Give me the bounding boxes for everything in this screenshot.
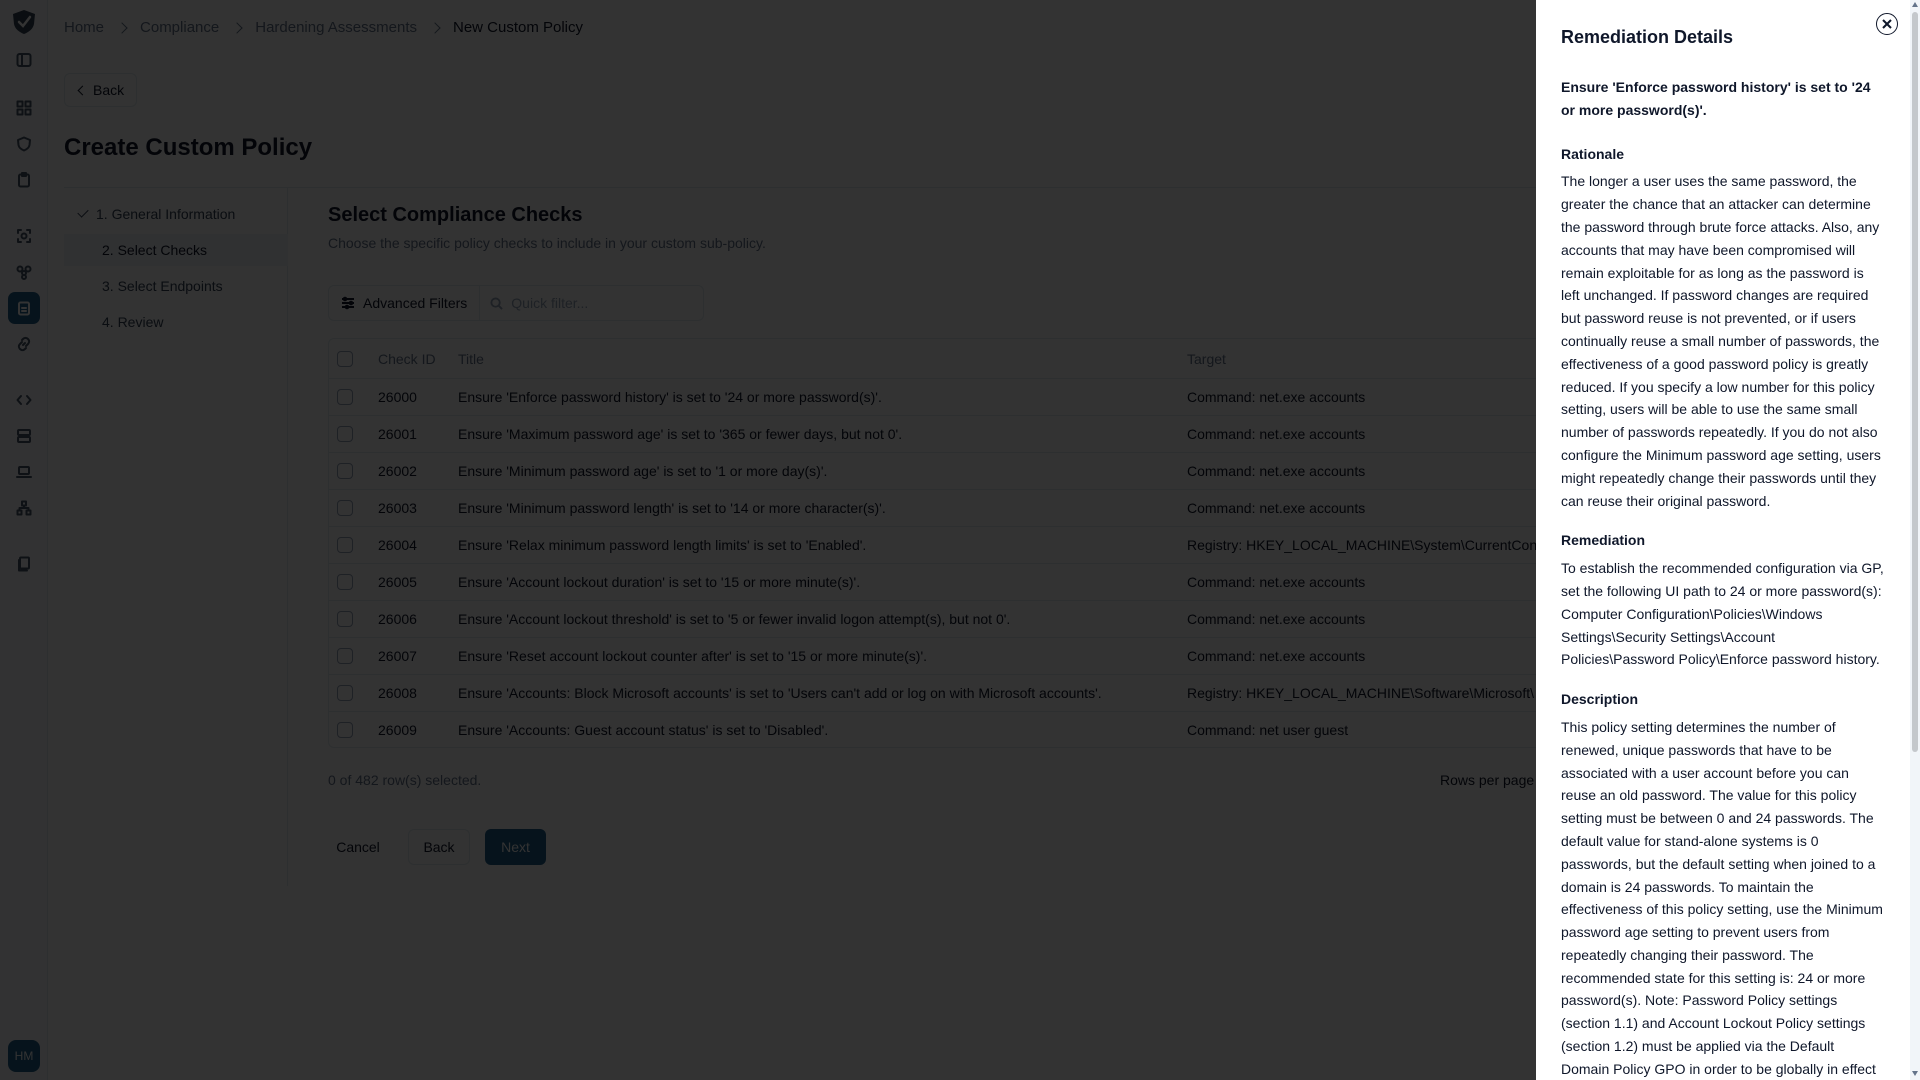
close-panel-button[interactable] xyxy=(1876,13,1898,35)
description-heading: Description xyxy=(1561,691,1639,708)
rationale-heading: Rationale xyxy=(1561,145,1625,162)
panel-check-title: Ensure 'Enforce password history' is set to '24 or more password(s)'. xyxy=(1561,79,1871,118)
panel-title: Remediation Details xyxy=(1561,27,1734,47)
remediation-text: To establish the recommended configuration via GP, set the following UI path to 24 or more password(s): Computer Configuration\Policies\Windows Settings\Security Settings\Account Policies\Password Policy\Enforce password history. xyxy=(1561,560,1884,668)
rationale-text: The longer a user uses the same password, the greater the chance that an attacker can determine the password through brute force attacks. Also, any accounts that may have been compromised will remain exploitable for as long as the password is left unchanged. If password changes are required but password reuse is not prevented, or if users continually reuse a small number of passwords, the effectiveness of a good password policy is greatly reduced. If you specify a low number for this policy setting, users will be able to use the same small number of passwords repeatedly. If you do not also configure the Minimum password age setting, users might repeatedly change their passwords until they can reuse their original password. xyxy=(1561,173,1881,509)
remediation-heading: Remediation xyxy=(1561,532,1646,549)
close-icon xyxy=(1882,19,1892,29)
scroll-up-icon[interactable] xyxy=(1912,2,1918,7)
description-text: This policy setting determines the number of renewed, unique passwords that have to be associated with a user account before you can reuse an old password. The value for this policy setting must be between 0 and 24 passwords. The default value for stand-alone systems is 0 passwords, but the default setting when joined to a domain is 24 passwords. To maintain the effectiveness of this policy setting, use the Minimum password age setting to prevent users from repeatedly changing their password. The recommended state for this setting is: 24 or more password(s). Note: Password Policy settings (section 1.1) and Account Lockout Policy settings (section 1.2) must be applied via the Default Domain Policy GPO in order to be globally in effect xyxy=(1561,718,1883,1077)
panel-scrollbar[interactable] xyxy=(1910,0,1920,1080)
scroll-thumb[interactable] xyxy=(1912,12,1918,752)
scroll-down-icon[interactable] xyxy=(1912,1071,1918,1076)
panel-body xyxy=(1561,76,1886,1080)
